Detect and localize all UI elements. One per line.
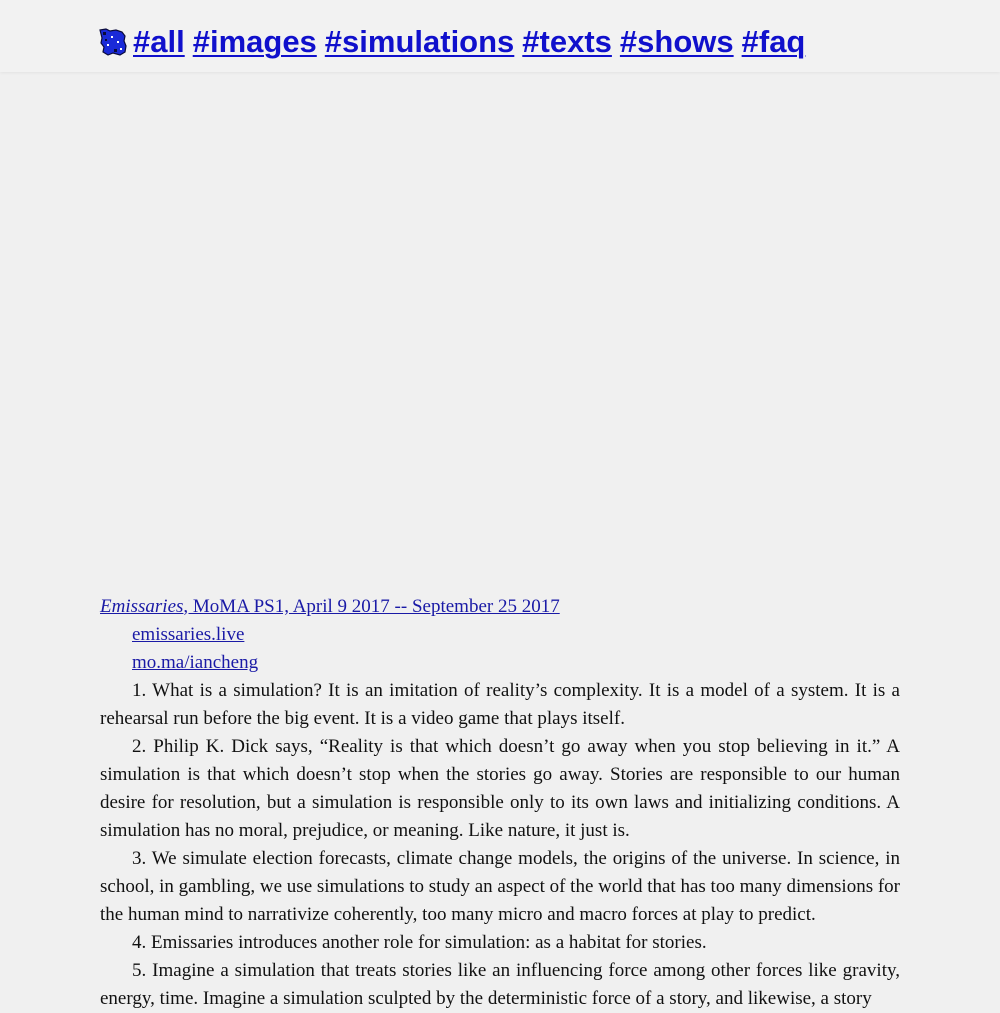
nav-link-texts[interactable]: #texts (522, 24, 612, 59)
nav-link-all[interactable]: #all (133, 24, 185, 59)
nav-link-images[interactable]: #images (192, 24, 317, 59)
show-title-link[interactable] (100, 596, 560, 617)
pixel-blob-logo-icon[interactable] (98, 27, 128, 57)
external-link-row (100, 621, 900, 649)
essay-paragraph-4: 4. Emissaries introduces another role for simulation: as a habitat for stories. (132, 932, 707, 953)
show-title-italic: Emissaries (100, 596, 184, 617)
moma-link[interactable]: mo.ma/iancheng (132, 652, 259, 673)
top-bar (0, 0, 1000, 72)
nav-link-faq[interactable]: #faq (741, 24, 806, 59)
emissaries-live-link[interactable]: emissaries.live (132, 624, 245, 645)
show-title-rest: , MoMA PS1, April 9 2017 -- September 25 2017 (183, 596, 560, 617)
nav-link-simulations[interactable]: #simulations (324, 24, 515, 59)
external-link-row (100, 649, 900, 677)
media-embed-placeholder (100, 72, 900, 587)
essay-paragraph-3: 3. We simulate election forecasts, climate change models, the origins of the universe. In science, in school, in gambling, we use simulations to study an aspect of the world that has too many dimensions for the human mind to narrativize coherently, too many micro and macro forces at play to predict. (100, 848, 900, 925)
essay-paragraph-2: 2. Philip K. Dick says, “Reality is that which doesn’t go away when you stop believing in it.” A simulation is that which doesn’t stop when the stories go away. Stories are responsible to our human desire for resolution, but a simulation is responsible only to its own laws and initializing conditions. A simulation has no moral, prejudice, or meaning. Like nature, it just is. (100, 736, 900, 841)
main-nav (98, 22, 813, 62)
essay-paragraph-1: 1. What is a simulation? It is an imitation of reality’s complexity. It is a model of a system. It is a rehearsal run before the big event. It is a video game that plays itself. (100, 680, 900, 729)
nav-link-shows[interactable]: #shows (619, 24, 734, 59)
essay-paragraph-5: 5. Imagine a simulation that treats stories like an influencing force among other forces like gravity, energy, time. Imagine a simulation sculpted by the deterministic force of a story, and likewise, a story (100, 960, 900, 1009)
show-title-line (100, 593, 900, 621)
show-content (100, 593, 900, 1013)
